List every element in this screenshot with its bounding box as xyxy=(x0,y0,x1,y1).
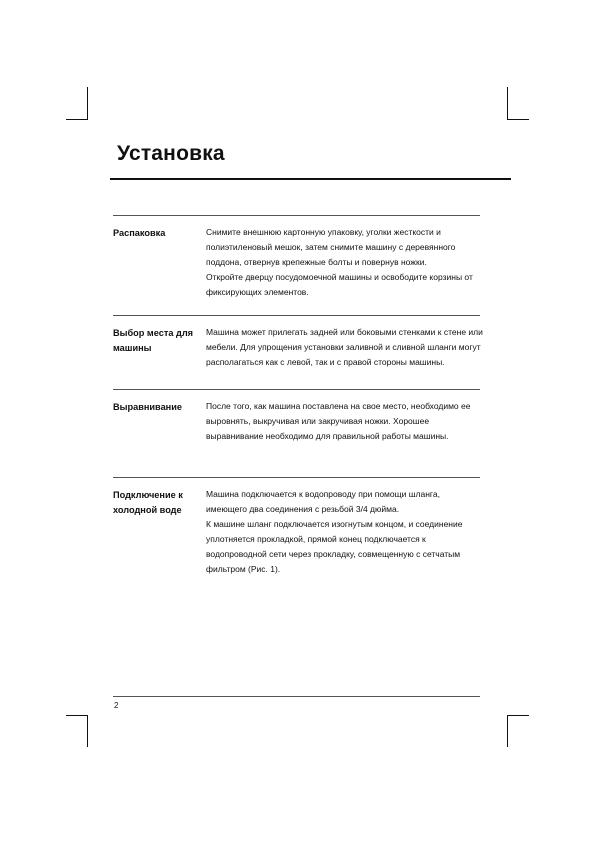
crop-mark-top-left-vertical xyxy=(87,87,88,119)
title-rule xyxy=(110,178,511,180)
section-body xyxy=(206,225,483,300)
section-paragraph: После того, как машина поставлена на свое место, необходимо ее выровнять, выкручивая или закручивая ножки. Хорошее выравнивание необходимо для правильной работы машины. xyxy=(206,401,471,442)
section-leveling xyxy=(113,389,480,477)
section-body xyxy=(206,399,483,444)
crop-mark-bottom-left-vertical xyxy=(87,715,88,747)
section-body xyxy=(206,487,483,578)
section-placement xyxy=(113,315,483,390)
section-heading: Выравнивание xyxy=(113,402,182,412)
section-paragraph: К машине шланг подключается изогнутым концом, и соединение уплотняется прокладкой, прямой конец подключается к водопроводной сети через прокладку, совмещенную с сетчатым фильтром (Рис. 1). xyxy=(206,519,463,575)
section-heading: Распаковка xyxy=(113,228,166,238)
section-unpacking xyxy=(113,215,480,315)
crop-mark-top-left-horizontal xyxy=(66,119,88,120)
section-divider xyxy=(113,477,480,478)
crop-mark-bottom-right-horizontal xyxy=(507,715,529,716)
page-title: Установка xyxy=(117,142,225,165)
crop-mark-bottom-right-vertical xyxy=(507,715,508,747)
crop-mark-bottom-left-horizontal xyxy=(66,715,88,716)
crop-mark-top-right-vertical xyxy=(507,87,508,119)
section-water-connection xyxy=(113,477,480,597)
section-paragraph: Снимите внешнюю картонную упаковку, уголки жесткости и полиэтиленовый мешок, затем снимите машину с деревянного поддона, отвернув крепежные болты и повернув ножки. xyxy=(206,227,456,268)
section-paragraph: Откройте дверцу посудомоечной машины и освободите корзины от фиксирующих элементов. xyxy=(206,272,473,298)
section-heading: Выбор места для машины xyxy=(113,328,194,353)
section-divider xyxy=(113,215,480,216)
page-number: 2 xyxy=(114,701,119,710)
footer-rule xyxy=(113,696,480,697)
section-divider xyxy=(113,315,480,316)
section-paragraph: Машина может прилегать задней или боковыми стенками к стене или мебели. Для упрощения установки заливной и сливной шланги могут располагаться как с левой, так и с правой стороны машины. xyxy=(206,327,483,368)
section-divider xyxy=(113,389,480,390)
section-paragraph: Машина подключается к водопроводу при помощи шланга, имеющего два соединения с резьбой 3/4 дюйма. xyxy=(206,489,440,515)
section-body xyxy=(206,325,483,370)
crop-mark-top-right-horizontal xyxy=(507,119,529,120)
section-heading: Подключение к холодной воде xyxy=(113,490,183,515)
